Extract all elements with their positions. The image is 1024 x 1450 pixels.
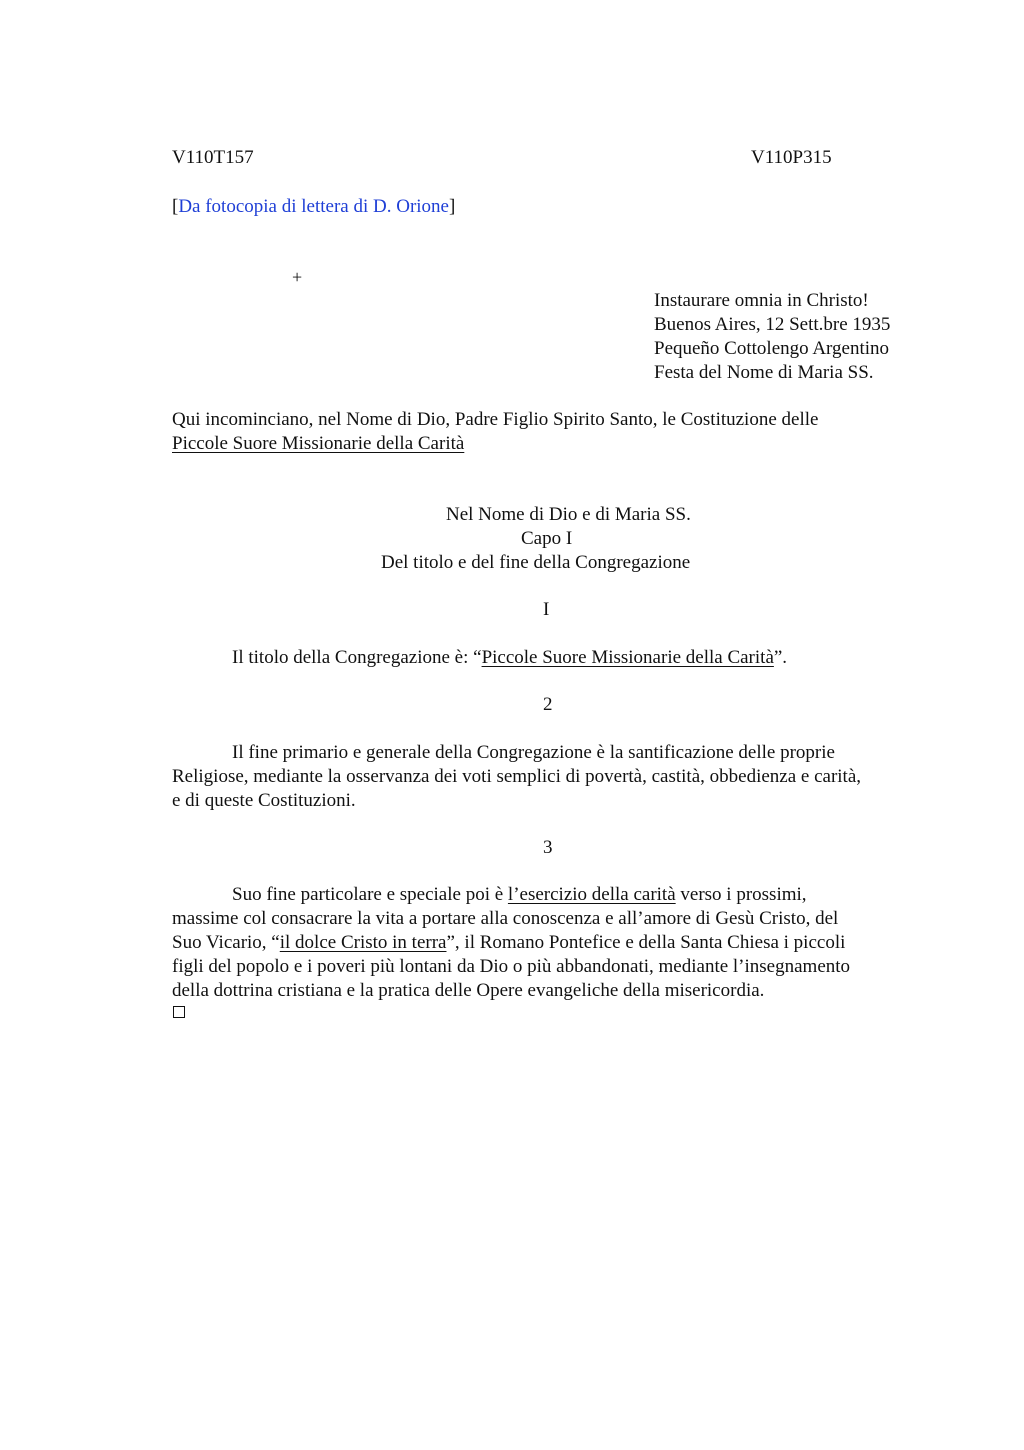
document-code-right: V110P315 [751,147,832,168]
article-3-line-1-post: verso i prossimi, [675,884,807,905]
article-3-line-3-post: ”, il Romano Pontefice e della Santa Chiesa i piccoli [446,932,846,953]
article-3-vicar-phrase: il dolce Cristo in terra [279,932,447,953]
intro-line: Qui incominciano, nel Nome di Dio, Padre Figlio Spirito Santo, le Costituzione delle [172,409,819,430]
end-square-icon [173,1006,185,1018]
article-3-charity-phrase: l’esercizio della carità [507,884,676,905]
source-note-close-bracket: ] [449,196,456,217]
article-3-line-3-pre: Suo Vicario, “ [172,932,280,953]
article-3-line-4: figli del popolo e i poveri più lontani da Dio o più abbandonati, mediante l’insegnamento [172,956,851,977]
dateline-place-date: Buenos Aires, 12 Sett.bre 1935 [654,314,891,335]
article-2-line-1: Il fine primario e generale della Congregazione è la santificazione delle proprie [232,742,835,763]
source-note [172,195,455,219]
document-code-left: V110T157 [172,147,254,168]
chapter-title: Del titolo e del fine della Congregazione [381,552,691,573]
article-1-text [232,646,787,670]
intro-congregation-name: Piccole Suore Missionarie della Carità [172,433,465,454]
article-3-line-5: della dottrina cristiana e la pratica delle Opere evangeliche della misericordia. [172,980,765,1001]
article-3-line-2: massime col consacrare la vita a portare alla conoscenza e all’amore di Gesù Cristo, del [172,908,839,929]
dateline-institution: Pequeño Cottolengo Argentino [654,338,890,359]
cross-mark: + [292,267,303,287]
article-2-line-3: e di queste Costituzioni. [172,790,356,811]
article-1-congregation-name: Piccole Suore Missionarie della Carità [481,647,774,668]
dateline-motto: Instaurare omnia in Christo! [654,290,869,311]
article-number-2: 2 [543,694,553,715]
source-note-text: Da fotocopia di lettera di D. Orione [178,196,449,217]
article-2-line-2: Religiose, mediante la osservanza dei voti semplici di povertà, castità, obbedienza e carità, [172,766,862,787]
article-3-line-3 [172,931,845,955]
source-note-open-bracket: [ [172,196,179,217]
article-3-line-1-pre: Suo fine particolare e speciale poi è [232,884,508,905]
dateline-feast: Festa del Nome di Maria SS. [654,362,874,383]
article-number-1: I [543,599,550,620]
invocation-heading: Nel Nome di Dio e di Maria SS. [446,504,691,525]
chapter-heading: Capo I [521,528,573,549]
article-number-3: 3 [543,837,553,858]
article-1-pre: Il titolo della Congregazione è: “ [232,647,482,668]
article-3-line-1 [232,883,807,907]
article-1-post: ”. [773,647,788,668]
